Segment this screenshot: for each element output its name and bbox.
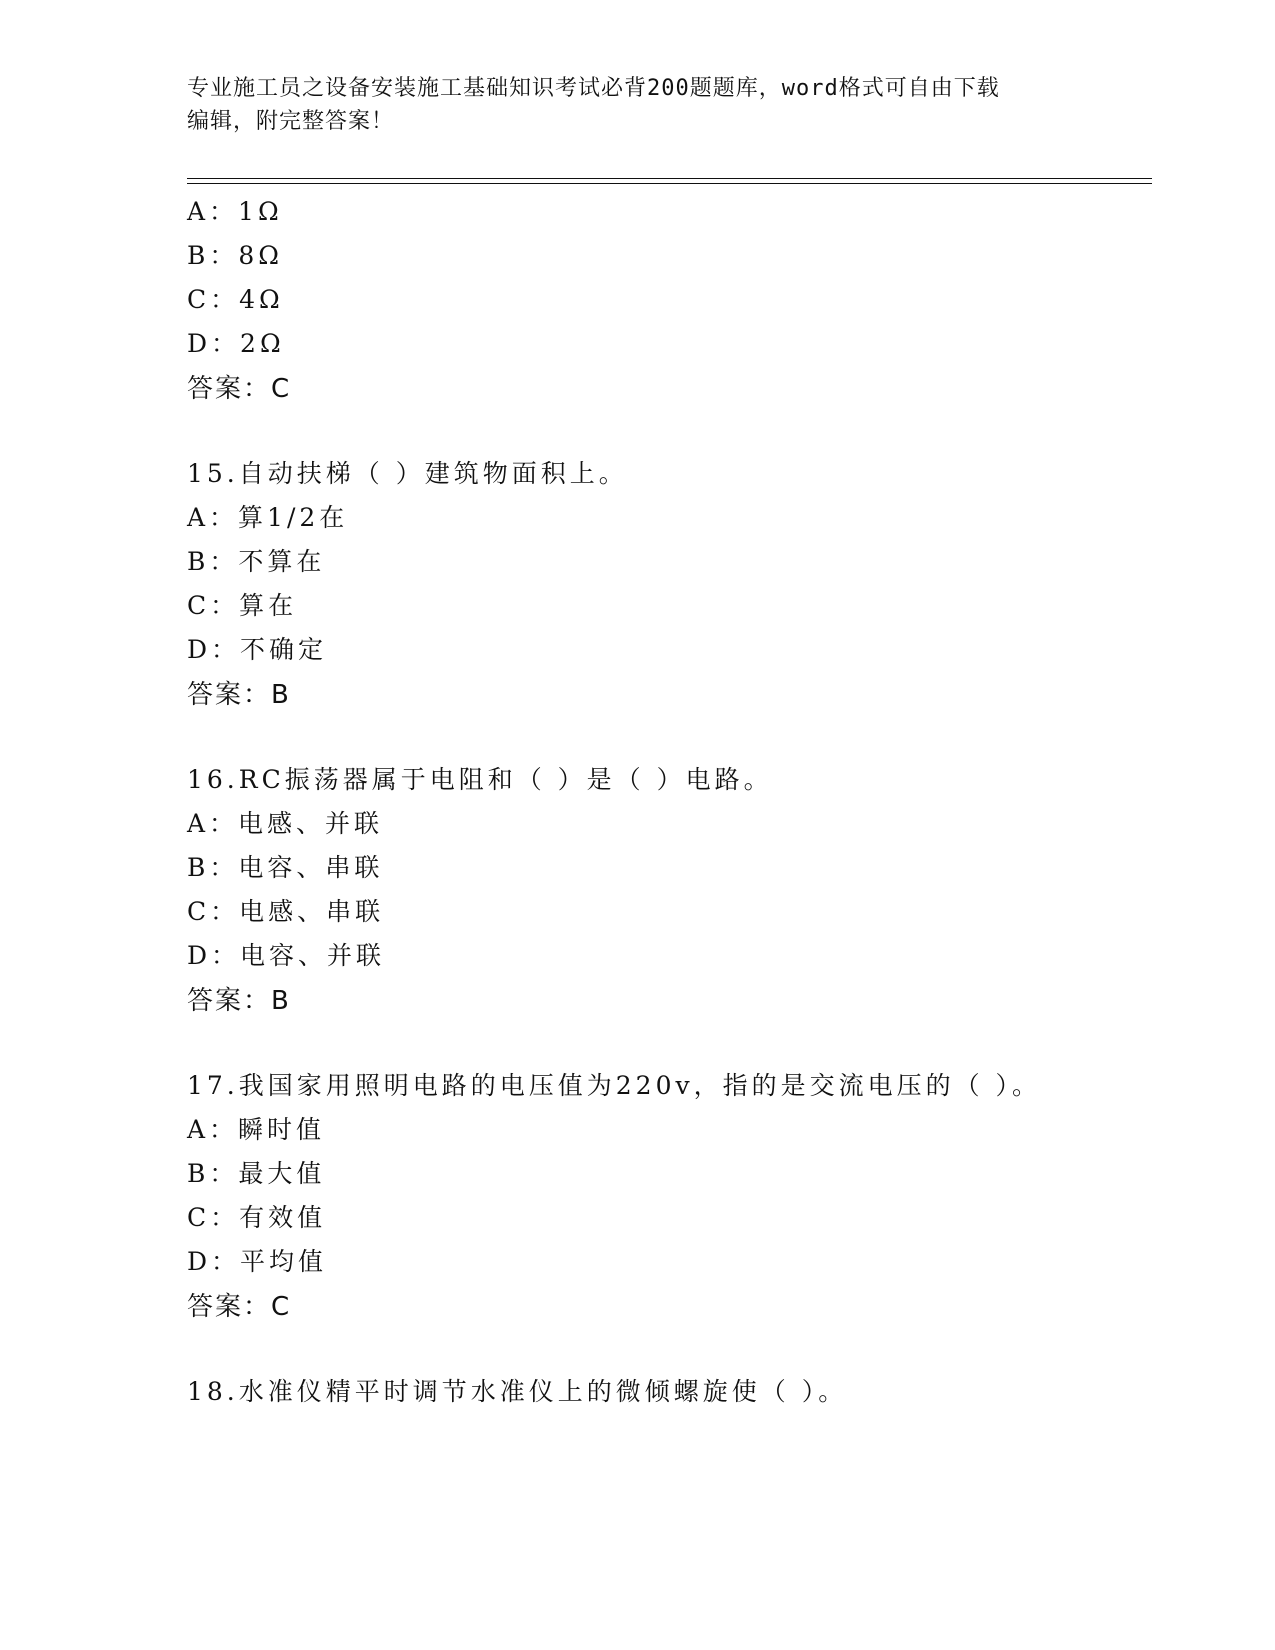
option-c: C：算在 [187,591,298,620]
header-divider-bottom [187,183,1152,184]
answer: 答案：B [187,680,291,710]
option-a: A：电感、并联 [187,809,384,838]
header-divider-top [187,178,1152,179]
question-stem: 15.自动扶梯（ ）建筑物面积上。 [187,459,628,488]
answer: 答案：C [187,374,292,404]
option-d: D：2Ω [187,329,285,358]
header-line-1: 专业施工员之设备安装施工基础知识考试必背200题题库，word格式可自由下载 [187,76,1000,101]
option-d: D：电容、并联 [187,941,386,970]
option-d: D：不确定 [187,635,328,664]
question-stem: 18.水准仪精平时调节水准仪上的微倾螺旋使（ ）。 [187,1377,848,1406]
option-a: A：1Ω [187,197,283,226]
option-c: C：电感、串联 [187,897,385,926]
option-b: B：电容、串联 [187,853,384,882]
header-line-2: 编辑，附完整答案！ [187,109,395,134]
question-stem: 17.我国家用照明电路的电压值为220v，指的是交流电压的（ ）。 [187,1071,1042,1100]
answer: 答案：C [187,1292,292,1322]
option-b: B：不算在 [187,547,326,576]
option-a: A：算1/2在 [187,503,349,532]
answer: 答案：B [187,986,291,1016]
document-header [187,72,1087,138]
option-c: C：4Ω [187,285,284,314]
question-stem: 16.RC振荡器属于电阻和（ ）是（ ）电路。 [187,765,773,794]
option-c: C：有效值 [187,1203,327,1232]
option-b: B：8Ω [187,241,284,270]
option-b: B：最大值 [187,1159,326,1188]
option-a: A：瞬时值 [187,1115,326,1144]
option-d: D：平均值 [187,1247,328,1276]
